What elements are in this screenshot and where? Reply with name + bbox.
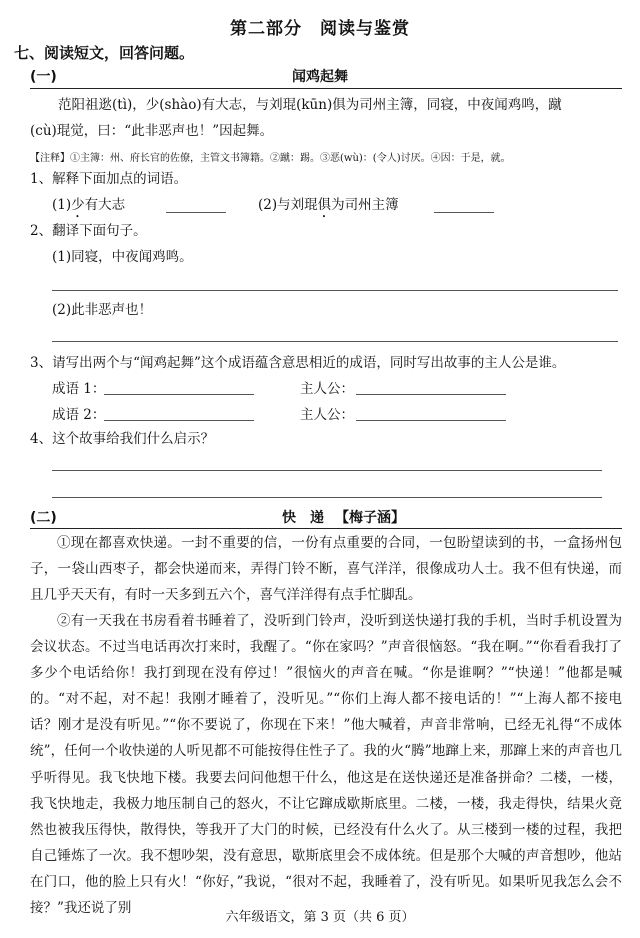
idiom-1-blank[interactable]	[104, 394, 254, 395]
answer-line-4a[interactable]	[52, 470, 602, 471]
question-1a: (1)少有大志	[52, 197, 126, 213]
question-4: 4、这个故事给我们什么启示？	[30, 431, 215, 447]
part1-label: (一)	[30, 69, 57, 85]
dotted-word-ju: 俱	[317, 197, 332, 213]
part1-title: 闻鸡起舞	[292, 69, 348, 85]
story-paragraph-2: ②有一天我在书房看着书睡着了，没听到门铃声，没听到送快递打我的手机，当时手机设置为会议状态。不过当电话再次打来时，我醒了。“你在家吗？”声音很恼怒。“我在啊。”“你看看我打了多少个电话给你！我打到现在没有停过！”很恼火的声音在喊。“你是谁啊？”“快递！”他都是喊的。“对不起，对不起！我刚才睡着了，没听见。”“你们上海人都不接电话的！”“上海人都不接电话？刚才是没有听见。”“你不要说了，你现在下来！”他大喊着，声音非常响，已经无礼得“不成体统”，任何一个收快递的人听见都不可能按得住性子了。我的火“腾”地蹿上来，那蹿上来的声音也几乎听得见。我飞快地下楼。我要去问问他想干什么，他这是在送快递还是准备拼命？二楼，一楼，我飞快地走，我极力地压制自己的怒火，不让它蹿成歇斯底里。二楼，一楼，我走得快，结果火竟然也被我压得快，散得快，等我开了大门的时候，已经没有什么火了。从三楼到一楼的过程，我把自己锤炼了一次。我不想吵架，没有意思，歇斯底里会不成体统。但是那个大喊的声音想吵，他站在门口，他的脸上只有火！“你好，”我说，“很对不起，我睡着了，没有听见。如果听见我怎么会不接？”我还说了别	[30, 613, 622, 917]
part2-author: 【梅子涵】	[335, 510, 405, 526]
question-2a: (1)同寝，中夜闻鸡鸣。	[52, 249, 193, 265]
part1-rule	[30, 88, 622, 89]
answer-blank-1b[interactable]	[434, 212, 494, 213]
dotted-word-shao: 少	[71, 197, 85, 213]
answer-line-4b[interactable]	[52, 497, 602, 498]
answer-line-2a[interactable]	[52, 290, 618, 291]
story-paragraph-1: ①现在都喜欢快递。一封不重要的信，一份有点重要的合同，一包盼望读到的书，一盒扬州包子，一袋山西枣子，都会快递而来，弄得门铃不断，喜气洋洋，很像成功人士。我不但有快递，而且几乎天天有，有时一天多到五六个，喜气洋洋得有点手忙脚乱。	[30, 535, 622, 604]
passage-line-1: 范阳祖逖(tì)，少(shào)有大志，与刘琨(kūn)俱为司州主簿，同寝，中夜闻鸡鸣，蹴	[58, 97, 562, 113]
person-1-blank[interactable]	[356, 394, 506, 395]
part2-title: 快 递	[282, 510, 324, 526]
question-2: 2、翻译下面句子。	[30, 223, 147, 239]
idiom-2-blank[interactable]	[104, 420, 254, 421]
page-title: 第二部分 阅读与鉴赏	[230, 19, 410, 39]
person-2-label: 主人公：	[300, 407, 354, 423]
part2-rule	[30, 528, 622, 529]
question-2b: (2)此非恶声也！	[52, 302, 153, 318]
page-footer: 六年级语文，第 3 页（共 6 页）	[225, 910, 415, 925]
section-heading: 七、阅读短文，回答问题。	[14, 44, 195, 62]
answer-line-2b[interactable]	[52, 341, 618, 342]
question-1b: (2)与刘琨俱为司州主簿	[258, 197, 399, 213]
passage-line-2: (cù)琨觉，曰：“此非恶声也！”因起舞。	[30, 123, 274, 139]
idiom-2-label: 成语 2：	[52, 407, 106, 423]
question-1: 1、解释下面加点的词语。	[30, 171, 188, 187]
answer-blank-1a[interactable]	[166, 212, 226, 213]
annotation-note: 【注释】①主簿：州、府长官的佐僚，主管文书簿籍。②蹴：踢。③恶(wù)：(令人)讨厌。④因：于是，就。	[30, 153, 511, 164]
person-1-label: 主人公：	[300, 381, 354, 397]
idiom-1-label: 成语 1：	[52, 381, 106, 397]
question-3: 3、请写出两个与“闻鸡起舞”这个成语蕴含意思相近的成语，同时写出故事的主人公是谁。	[30, 355, 566, 371]
part2-label: (二)	[30, 510, 57, 526]
person-2-blank[interactable]	[356, 420, 506, 421]
